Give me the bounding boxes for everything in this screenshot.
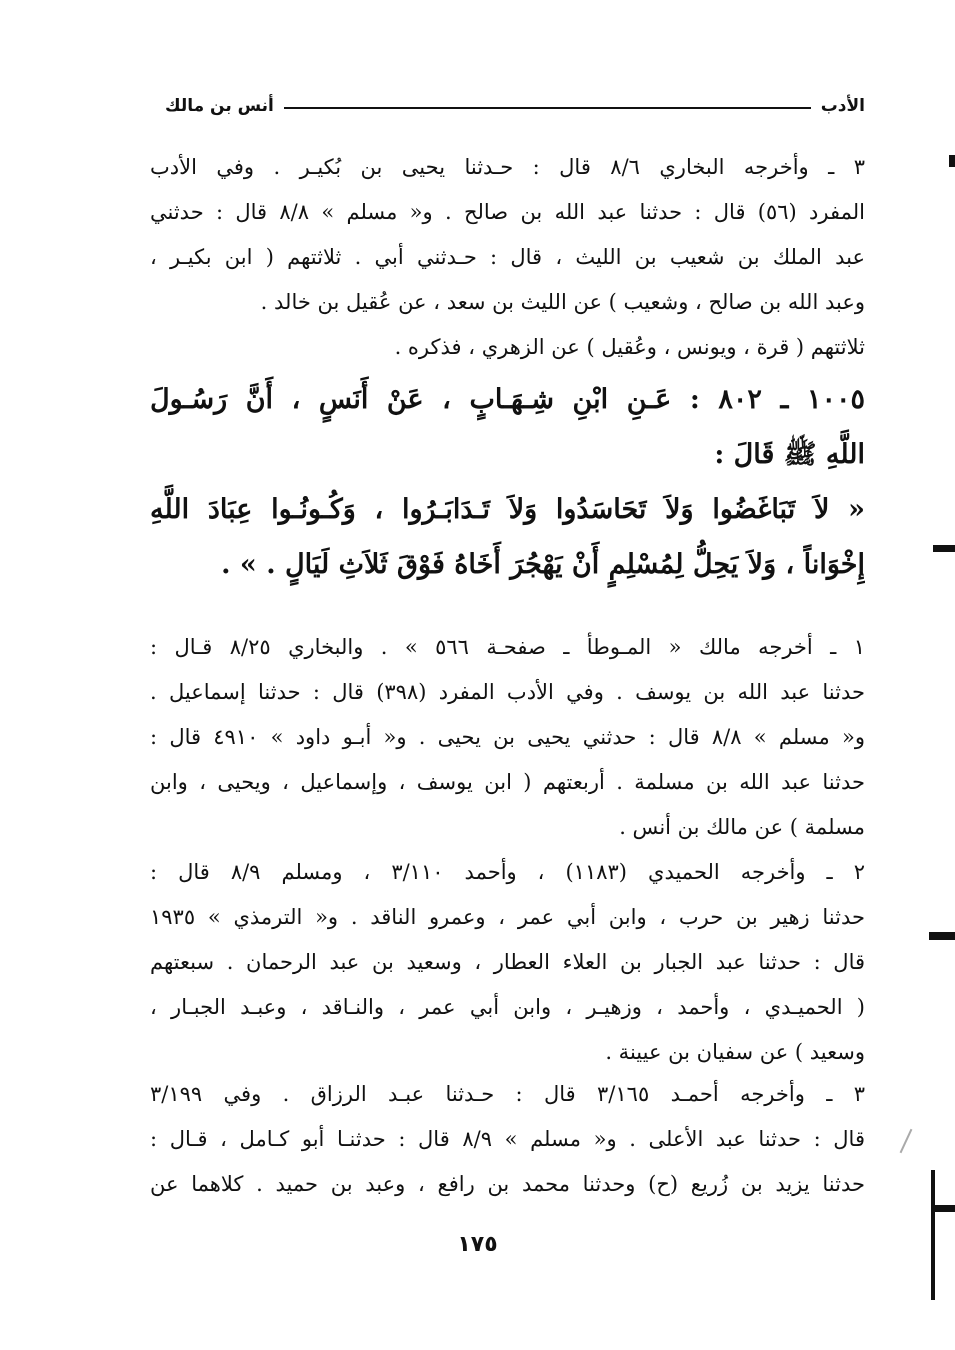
margin-mark (933, 545, 955, 552)
hadith-line: « لاَ تَبَاغَضُوا وَلاَ تَحَاسَدُوا وَلاَ تَـدَابَـرُوا ، وَكُـونُـوا عِبَادَ اللَّهِ (150, 494, 865, 525)
footnote-line: حدثنا عبد الله بن مسلمة . أربعتهم ( ابن يوسف ، وإسماعيل ، ويحيى ، وابن (150, 770, 865, 794)
footnote-line: ( الحميـدي ، وأحمد ، وزهيـر ، وابن أبي عمر ، والنـاقد ، وعبـد الجبـار ، (150, 995, 865, 1019)
footnote-line: حدثنا زهير بن حرب ، وابن أبي عمر ، وعمرو الناقد . و« الترمذي » ١٩٣٥ (150, 905, 865, 929)
footnote-line: حدثنا يزيد بن زُريع (ح) وحدثنا محمد بن رافع ، وعبد بن حميد . كلاهما عن (150, 1172, 865, 1196)
page-number: ١٧٥ (457, 1232, 498, 1257)
hadith-line: إِخْوَاناً ، وَلاَ يَحِلُّ لِمُسْلِمٍ أَنْ يَهْجُرَ أَخَاهُ فَوْقَ ثَلاَثِ لَيَالٍ . » . (221, 549, 865, 580)
footnote-1 (150, 625, 865, 850)
footnote-line: وسعيد ) عن سفيان بن عيينة . (605, 1040, 865, 1064)
header-rule (284, 107, 811, 109)
margin-mark (929, 932, 955, 940)
hadith-line: ١٠٠٥ ـ ٨٠٢ : عَـنِ ابْنِ شِـهَـابٍ ، عَنْ أَنَسٍ ، أَنَّ رَسُـولَ (150, 384, 865, 415)
top-footnote-line: عبد الملك بن شعيب بن الليث ، قال : حـدثني أبي . ثلاثتهم ( ابن بكيـر ، (150, 245, 865, 269)
header-chapter-title: أنس بن مالك (165, 96, 274, 116)
top-footnote (150, 145, 865, 370)
top-footnote-line: ٣ ـ وأخرجه البخاري ٨/٦ قال : حـدثنا يحيى بن بُكيـر . وفي الأدب (150, 155, 865, 179)
footnote-line: مسلمة ) عن مالك بن أنس . (619, 815, 865, 839)
top-footnote-line: وعبد الله بن صالح ، وشعيب ) عن الليث بن سعد ، عن عُقيل بن خالد . (260, 290, 865, 314)
footnote-2 (150, 850, 865, 1075)
footnote-line: ٣ ـ وأخرجه أحمـد ٣/١٦٥ قال : حـدثنا عبـد الرزاق . وفي ٣/١٩٩ (150, 1082, 865, 1106)
footnote-line: و« مسلم » ٨/٨ قال : حدثني يحيى بن يحيى . و« أبـو داود » ٤٩١٠ قال : (150, 725, 865, 749)
pencil-mark (900, 1129, 913, 1153)
footnote-3 (150, 1072, 865, 1207)
footnote-line: حدثنا عبد الله بن يوسف . وفي الأدب المفرد (٣٩٨) قال : حدثنا إسماعيل . (150, 680, 865, 704)
running-header (165, 88, 865, 124)
footnote-line: قال : حدثنا عبد الأعلى . و« مسلم » ٨/٩ قال : حدثنـا أبو كـامل ، قـال : (150, 1127, 865, 1151)
top-footnote-line: المفرد (٥٦) قال : حدثنا عبد الله بن صالح . و« مسلم » ٨/٨ قال : حدثني (150, 200, 865, 224)
hadith-text (150, 372, 865, 592)
header-section-title: الأدب (820, 96, 865, 116)
margin-mark (931, 1170, 935, 1300)
hadith-line: اللَّهِ ﷺ قَالَ : (714, 439, 865, 470)
top-footnote-line: ثلاثتهم ( قرة ، ويونس ، وعُقيل ) عن الزهري ، فذكره . (394, 335, 865, 359)
footnote-line: قال : حدثنا عبد الجبار بن العلاء العطار ، وسعيد بن عبد الرحمان . سبعتهم (150, 950, 865, 974)
footnote-line: ٢ ـ وأخرجه الحميدي (١١٨٣) ، وأحمد ٣/١١٠ ، ومسلم ٨/٩ قال : (150, 860, 865, 884)
margin-mark (949, 155, 955, 167)
footnote-line: ١ ـ أخرجه مالك « المـوطأ ـ صفحـة ٥٦٦ » . والبخاري ٨/٢٥ قـال : (150, 635, 865, 659)
